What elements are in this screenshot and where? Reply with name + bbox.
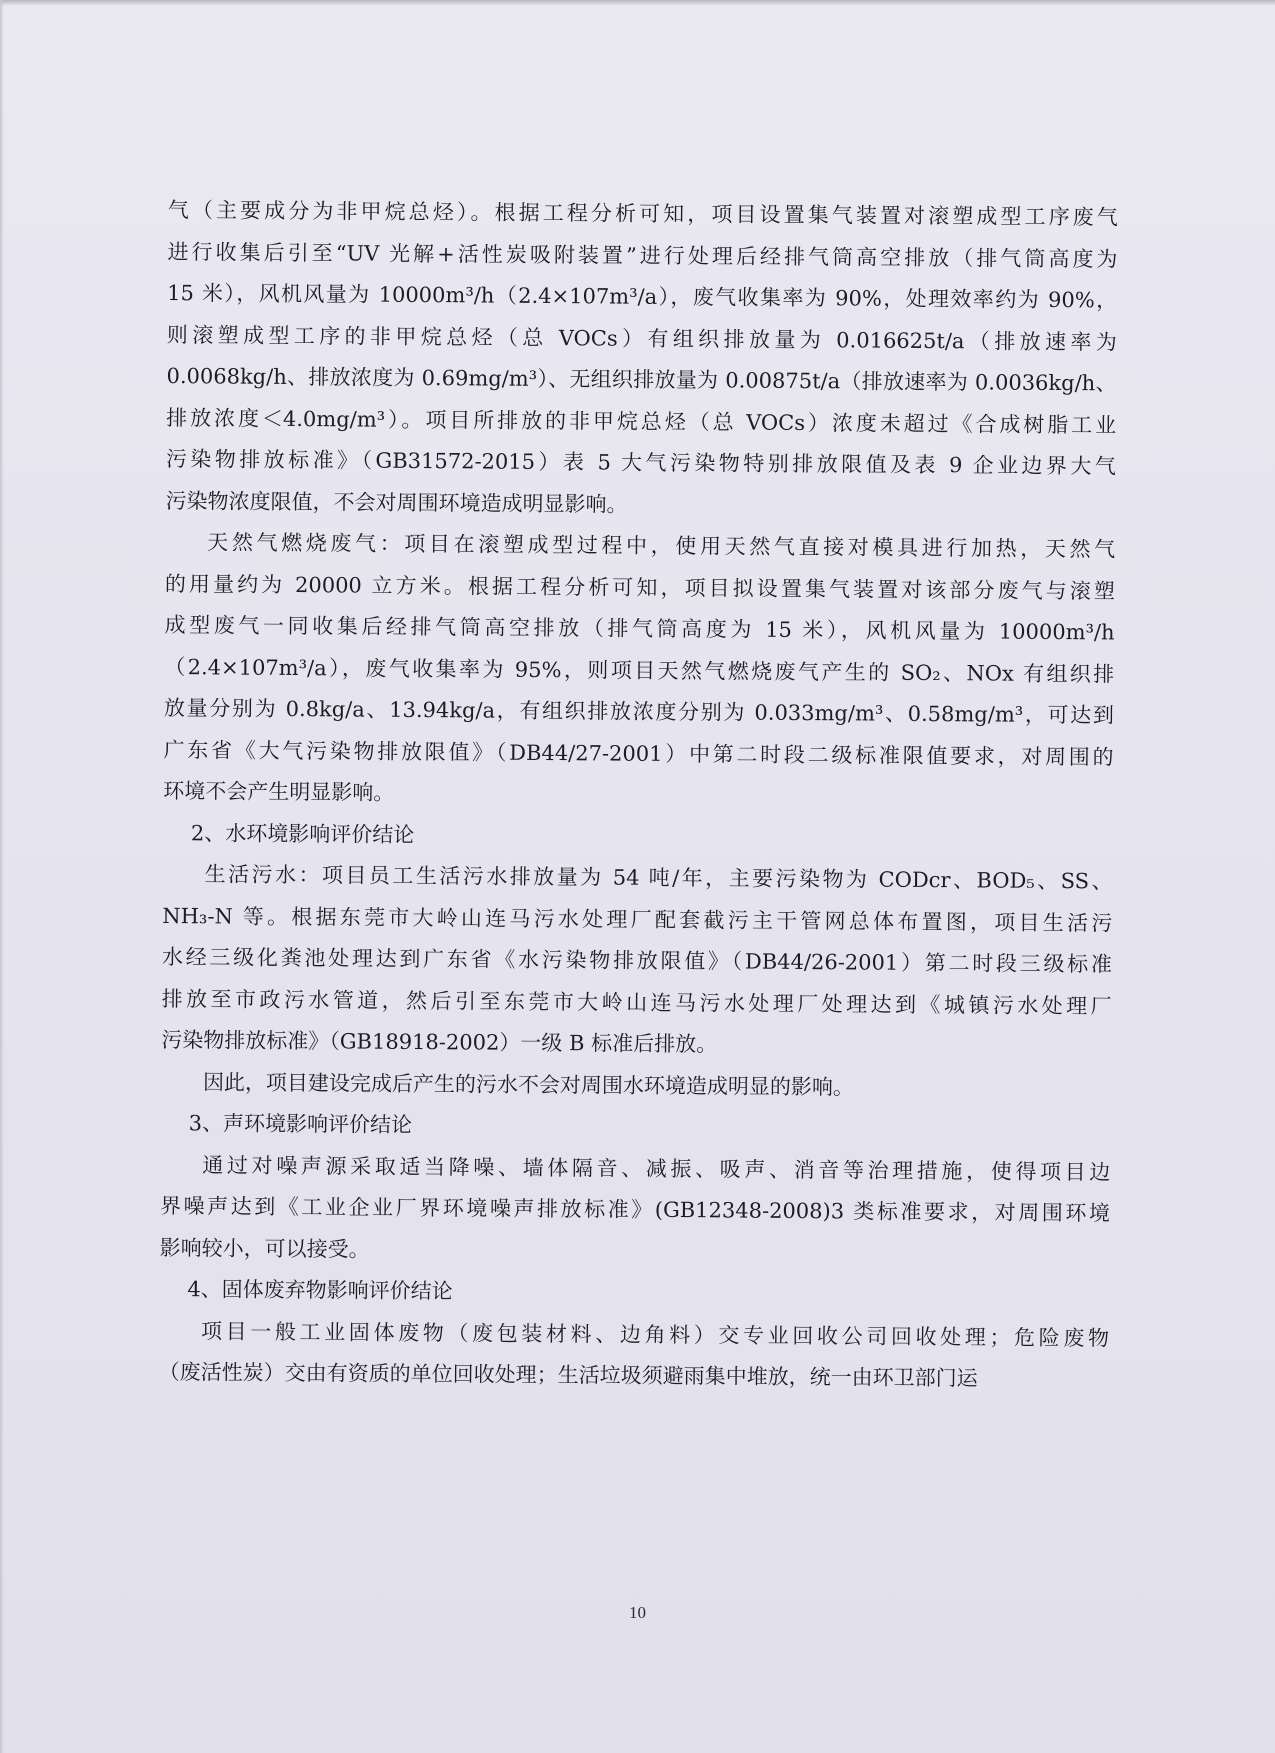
text-line: 0.0068kg/h、排放浓度为 0.69mg/m³）、无组织排放量为 0.00875t/a（排放速率为 0.0036kg/h、: [166, 363, 1117, 396]
text-line: 污染物排放标准》（GB18918-2002）一级 B 标准后排放。: [161, 1027, 718, 1057]
text-line: 气（主要成分为非甲烷总烃）。根据工程分析可知，项目设置集气装置对滚塑成型工序废气: [167, 197, 1118, 230]
text-line: 因此，项目建设完成后产生的污水不会对周围水环境造成明显的影响。: [202, 1069, 855, 1099]
section-heading: 2、水环境影响评价结论: [190, 820, 415, 847]
text-line: 进行收集后引至“UV 光解+活性炭吸附装置”进行处理后经排气筒高空排放（排气筒高度为: [167, 239, 1118, 271]
section-heading: 4、固体废弃物影响评价结论: [187, 1277, 453, 1304]
scan-edge-top: [0, 0, 1275, 6]
text-line: （废活性炭）交由有资质的单位回收处理；生活垃圾须避雨集中堆放，统一由环卫部门运: [158, 1359, 978, 1391]
text-line: NH₃-N 等。根据东莞市大岭山连马污水处理厂配套截污主干管网总体布置图，项目生活污: [162, 903, 1113, 935]
text-line: 放量分别为 0.8kg/a、13.94kg/a，有组织排放浓度分别为 0.033mg/m³、0.58mg/m³，可达到: [163, 695, 1114, 728]
paragraph-voc-continued: [165, 190, 1118, 529]
paragraph-water-conclusion: [161, 1061, 1111, 1110]
text-line: 污染物排放标准》（GB31572-2015）表 5 大气污染物特别排放限值及表 9 企业边界大气: [165, 446, 1116, 479]
text-line: 污染物浓度限值，不会对周围环境造成明显影响。: [165, 488, 628, 517]
text-line: 广东省《大气污染物排放限值》（DB44/27-2001）中第二时段二级标准限值要求，对周围的: [163, 737, 1114, 769]
scan-edge-left: [0, 0, 4, 1753]
text-line: 天然气燃烧废气：项目在滚塑成型过程中，使用天然气直接对模具进行加热，天然气: [207, 530, 1116, 562]
text-line: 影响较小，可以接受。: [159, 1235, 370, 1262]
text-line: 通过对噪声源采取适当降噪、墙体隔音、减振、吸声、消音等治理措施，使得项目边: [202, 1152, 1111, 1184]
section-heading: 3、声环境影响评价结论: [188, 1111, 413, 1137]
paragraph-heading-solid: [159, 1269, 1109, 1318]
text-line: 水经三级化粪池处理达到广东省《水污染物排放限值》（DB44/26-2001）第二时段三级标准: [161, 944, 1113, 977]
text-line: 环境不会产生明显影响。: [163, 778, 395, 805]
body-text: [159, 190, 1118, 1401]
paragraph-heading-noise: [161, 1103, 1111, 1152]
paragraph-solid-waste: [159, 1310, 1110, 1400]
text-line: 界噪声达到《工业企业厂界环境噪声排放标准》(GB12348-2008)3 类标准要求，对周围环境: [159, 1193, 1111, 1226]
paragraph-noise: [160, 1144, 1111, 1276]
text-line: 15 米），风机风量为 10000m³/h（2.4×107m³/a），废气收集率为 90%，处理效率约为 90%，: [167, 280, 1118, 313]
text-line: （2.4×107m³/a），废气收集率为 95%，则项目天然气燃烧废气产生的 SO₂、NOx 有组织排: [164, 654, 1115, 686]
text-line: 项目一般工业固体废物（废包装材料、边角料）交专业回收公司回收处理；危险废物: [200, 1318, 1110, 1350]
text-line: 生活污水：项目员工生活污水排放量为 54 吨/年，主要污染物为 CODcr、BOD₅、SS、: [204, 862, 1113, 894]
text-line: 排放浓度＜4.0mg/m³）。项目所排放的非甲烷总烃（总 VOCs）浓度未超过《合成树脂工业: [166, 405, 1117, 437]
text-line: 的用量约为 20000 立方米。根据工程分析可知，项目拟设置集气装置对该部分废气与滚塑: [164, 571, 1115, 603]
page-number: 10: [629, 1603, 646, 1622]
paragraph-sewage: [161, 854, 1113, 1069]
text-line: 排放至市政污水管道，然后引至东莞市大岭山连马污水处理厂处理达到《城镇污水处理厂: [161, 986, 1112, 1018]
text-line: 则滚塑成型工序的非甲烷总烃（总 VOCs）有组织排放量为 0.016625t/a（排放速率为: [166, 322, 1117, 354]
text-line: 成型废气一同收集后经排气筒高空排放（排气筒高度为 15 米），风机风量为 10000m³/h: [164, 612, 1115, 645]
paragraph-natural-gas: [163, 522, 1115, 820]
paragraph-heading-water: [163, 812, 1113, 861]
